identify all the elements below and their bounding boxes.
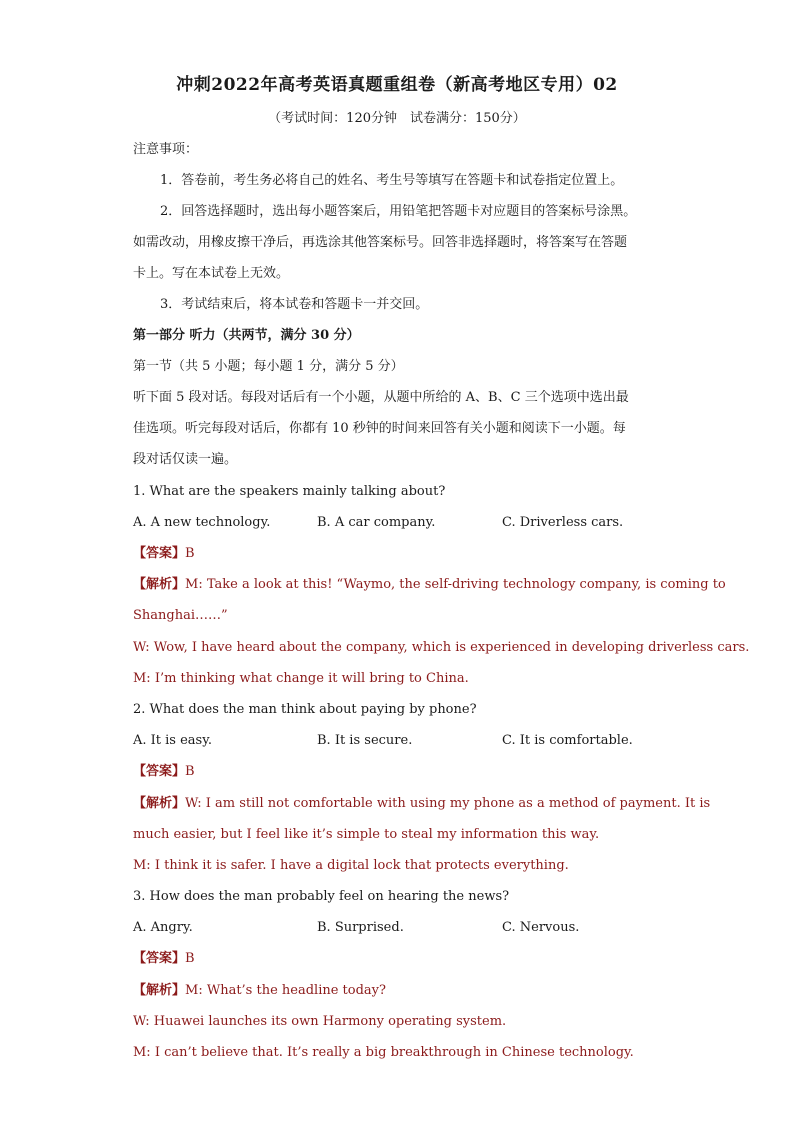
- section-heading: 第一节（共 5 小题；每小题 1 分，满分 5 分）: [133, 359, 404, 374]
- option-b: B. Surprised.: [317, 920, 404, 935]
- question-stem: 1. What are the speakers mainly talking about?: [133, 484, 446, 499]
- option-c: C. Driverless cars.: [502, 515, 624, 530]
- analysis-text: W: I am still not comfortable with using my phone as a method of payment. It is: [185, 796, 711, 811]
- analysis-line: [133, 795, 710, 813]
- answer-line: [133, 950, 195, 968]
- notice-item-1: 1．答卷前，考生务必将自己的姓名、考生号等填写在答题卡和试卷指定位置上。: [160, 173, 624, 188]
- notice-item-3: 3．考试结束后，将本试卷和答题卡一并交回。: [160, 297, 429, 312]
- exam-info: （考试时间：120分钟 试卷满分：150分）: [268, 111, 526, 126]
- analysis-text: M: I can’t believe that. It’s really a big breakthrough in Chinese technology.: [133, 1045, 634, 1060]
- answer-line: [133, 545, 195, 563]
- analysis-text: M: Take a look at this! “Waymo, the self-driving technology company, is coming to: [185, 577, 726, 592]
- option-a: A. Angry.: [133, 920, 193, 935]
- analysis-text: M: I’m thinking what change it will bring to China.: [133, 671, 469, 686]
- analysis-tag: 【解析】: [133, 796, 186, 811]
- option-c: C. It is comfortable.: [502, 733, 633, 748]
- section-instructions: 段对话仅读一遍。: [133, 452, 238, 467]
- analysis-text: much easier, but I feel like it’s simple to steal my information this way.: [133, 827, 600, 842]
- analysis-text: M: What’s the headline today?: [185, 983, 386, 998]
- answer-value: B: [185, 764, 195, 779]
- question-stem: 3. How does the man probably feel on hearing the news?: [133, 889, 510, 904]
- answer-value: B: [185, 951, 195, 966]
- answer-tag: 【答案】: [133, 546, 186, 561]
- answer-value: B: [185, 546, 195, 561]
- analysis-tag: 【解析】: [133, 577, 186, 592]
- section-instructions: 佳选项。听完每段对话后，你都有 10 秒钟的时间来回答有关小题和阅读下一小题。每: [133, 421, 626, 436]
- answer-line: [133, 763, 195, 781]
- notice-heading: 注意事项：: [133, 142, 199, 157]
- answer-tag: 【答案】: [133, 951, 186, 966]
- option-a: A. It is easy.: [133, 733, 212, 748]
- analysis-tag: 【解析】: [133, 983, 186, 998]
- notice-item-2-cont: 卡上。写在本试卷上无效。: [133, 266, 290, 281]
- analysis-text: W: Wow, I have heard about the company, which is experienced in developing driverless cars.: [133, 640, 750, 655]
- notice-item-2: 2．回答选择题时，选出每小题答案后，用铅笔把答题卡对应题目的答案标号涂黑。: [160, 204, 637, 219]
- option-c: C. Nervous.: [502, 920, 580, 935]
- analysis-text: Shanghai……”: [133, 608, 228, 623]
- section-instructions: 听下面 5 段对话。每段对话后有一个小题，从题中所给的 A、B、C 三个选项中选出最: [133, 390, 629, 405]
- page-title: 冲刺2022年高考英语真题重组卷（新高考地区专用）02: [176, 75, 618, 95]
- question-stem: 2. What does the man think about paying by phone?: [133, 702, 477, 717]
- part-heading: 第一部分 听力（共两节，满分 30 分）: [133, 328, 360, 343]
- analysis-line: [133, 576, 726, 594]
- option-a: A. A new technology.: [133, 515, 271, 530]
- analysis-line: [133, 982, 386, 1000]
- answer-tag: 【答案】: [133, 764, 186, 779]
- analysis-text: W: Huawei launches its own Harmony operating system.: [133, 1014, 507, 1029]
- notice-item-2-cont: 如需改动，用橡皮擦干净后，再选涂其他答案标号。回答非选择题时，将答案写在答题: [133, 235, 628, 250]
- option-b: B. It is secure.: [317, 733, 413, 748]
- analysis-text: M: I think it is safer. I have a digital lock that protects everything.: [133, 858, 569, 873]
- option-b: B. A car company.: [317, 515, 436, 530]
